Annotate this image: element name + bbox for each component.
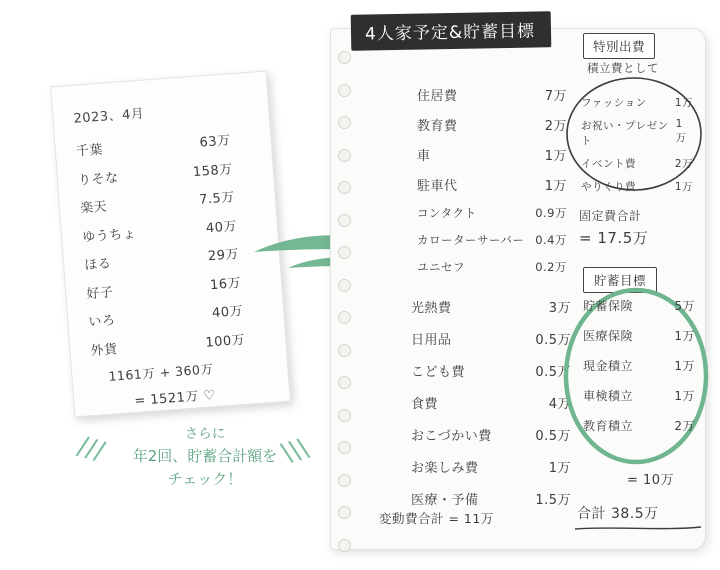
ring-hole: [338, 409, 351, 422]
list-item: [583, 327, 695, 344]
cost-label: 貯蓄保険: [583, 299, 634, 313]
cost-value: 1万: [674, 359, 695, 373]
cost-label: ユニセフ: [417, 260, 465, 274]
cost-value: 7万: [544, 89, 567, 104]
account-amount: 29万: [207, 247, 240, 265]
cost-value: 1万: [544, 179, 567, 194]
decoration-slash-right: \\\: [278, 432, 312, 470]
account-amount: 16万: [209, 275, 242, 293]
account-name: いろ: [87, 313, 117, 331]
cost-label: カローターサーバー: [417, 233, 525, 247]
notebook-rings: [338, 51, 354, 521]
list-item: [583, 417, 695, 434]
memo-date: 2023、4月: [73, 106, 145, 127]
list-item: [417, 259, 567, 275]
caption-line-3: チェック！: [167, 470, 243, 489]
ring-hole: [338, 441, 351, 454]
ring-hole: [338, 116, 351, 129]
account-amount: 40万: [205, 218, 238, 236]
ring-hole: [338, 506, 351, 519]
list-item: [88, 298, 268, 330]
special-expense-label: 特別出費: [583, 33, 655, 59]
list-item: [411, 329, 571, 348]
account-name: 千葉: [75, 142, 104, 160]
account-name: 好子: [85, 284, 114, 302]
list-item: [81, 213, 261, 245]
cost-label: 医療保険: [583, 329, 634, 343]
ring-hole: [338, 149, 351, 162]
ring-hole: [338, 474, 351, 487]
list-item: [417, 115, 567, 134]
account-amount: 63万: [199, 133, 232, 151]
cost-value: 0.5万: [535, 429, 571, 444]
ring-hole: [338, 376, 351, 389]
cost-value: 2万: [544, 119, 567, 134]
list-item: [583, 387, 695, 404]
list-item: [417, 205, 567, 221]
cost-value: 0.5万: [535, 365, 571, 380]
cost-value: 5万: [674, 299, 695, 313]
cost-label: ファッション: [581, 97, 647, 109]
cost-value: 1万: [544, 149, 567, 164]
account-name: 外貨: [90, 341, 119, 359]
ring-hole: [338, 51, 351, 64]
ring-hole: [338, 344, 351, 357]
cost-label: 教育積立: [583, 419, 634, 433]
grand-total-underline: [573, 525, 703, 531]
cost-label: 光熱費: [411, 301, 452, 316]
list-item: [581, 95, 693, 110]
caption-block: [110, 424, 300, 491]
list-item: [411, 297, 571, 316]
cost-label: お祝い・プレゼント: [581, 120, 669, 147]
cost-value: 1万: [675, 118, 687, 144]
cost-label: こども費: [411, 365, 466, 380]
variable-total: 変動費合計 = 11万: [379, 511, 494, 526]
list-item: [583, 297, 695, 314]
cost-label: イベント費: [581, 158, 636, 170]
cost-value: 2万: [674, 419, 695, 433]
list-item: [77, 156, 257, 188]
cost-value: 1.5万: [535, 493, 571, 508]
list-item: [417, 175, 567, 194]
account-amount: 40万: [211, 303, 244, 322]
variable-cost-list: [411, 297, 571, 521]
cost-value: 2万: [674, 158, 693, 170]
ring-hole: [338, 279, 351, 292]
fixed-total-value: = 17.5万: [579, 229, 649, 247]
cost-label: 車: [417, 149, 431, 164]
account-amount: 100万: [204, 332, 246, 351]
list-item: [581, 179, 693, 194]
cost-value: 3万: [548, 301, 571, 316]
cost-value: 1万: [674, 181, 693, 193]
cost-label: 食費: [411, 397, 439, 412]
list-item: [90, 327, 270, 359]
budget-notebook: [330, 21, 706, 550]
cost-label: コンタクト: [417, 206, 477, 220]
list-item: [411, 425, 571, 444]
ring-hole: [338, 181, 351, 194]
caption-line-2: 年2回、貯蓄合計額を: [132, 446, 278, 465]
cost-value: 0.2万: [535, 260, 567, 274]
list-item: [581, 156, 693, 171]
account-name: 楽天: [79, 199, 108, 217]
cost-label: 住居費: [417, 89, 458, 104]
saving-goal-label: 貯蓄目標: [583, 267, 657, 293]
list-item: [411, 489, 571, 508]
cost-label: 日用品: [411, 333, 452, 348]
account-amount: 7.5万: [198, 190, 236, 208]
list-item: [79, 184, 259, 216]
cost-value: 1万: [674, 329, 695, 343]
list-item: [583, 357, 695, 374]
special-expense-list: [581, 95, 693, 202]
list-item: [411, 457, 571, 476]
cost-label: お楽しみ費: [411, 461, 479, 476]
memo-rows: [75, 128, 270, 359]
special-expense-note: 積立費として: [587, 61, 659, 75]
grand-total: 合計 38.5万: [577, 506, 659, 522]
account-name: ゆうちょ: [81, 226, 137, 245]
list-item: [417, 145, 567, 164]
fixed-cost-list: [417, 85, 567, 286]
cost-value: 1万: [674, 389, 695, 403]
cost-label: 医療・予備: [411, 493, 479, 508]
list-item: [411, 393, 571, 412]
account-amount: 158万: [192, 161, 234, 180]
cost-label: やりくり費: [581, 181, 636, 193]
ring-hole: [338, 214, 351, 227]
cost-label: おこづかい費: [411, 429, 492, 444]
list-item: [417, 232, 567, 248]
saving-goal-list: [583, 297, 695, 447]
cost-label: 駐車代: [417, 179, 458, 194]
fixed-total-label: 固定費合計: [579, 209, 642, 223]
cost-value: 4万: [548, 397, 571, 412]
list-item: [86, 270, 266, 302]
ring-hole: [338, 246, 351, 259]
decoration-slash-left: ///: [74, 430, 108, 468]
cost-value: 1万: [548, 461, 571, 476]
memo-total: = 1521万 ♡: [133, 388, 217, 410]
list-item: [581, 118, 693, 148]
cost-value: 0.9万: [535, 206, 567, 220]
ring-hole: [338, 539, 351, 552]
list-item: [411, 361, 571, 380]
account-name: ほる: [83, 256, 112, 274]
saving-total: = 10万: [627, 473, 675, 488]
list-item: [417, 85, 567, 104]
ring-hole: [338, 311, 351, 324]
cost-value: 0.4万: [535, 233, 567, 247]
cost-label: 車検積立: [583, 389, 634, 403]
cost-value: 1万: [674, 97, 693, 109]
cost-label: 教育費: [417, 119, 458, 134]
list-item: [84, 241, 264, 273]
ring-hole: [338, 84, 351, 97]
list-item: [75, 128, 255, 160]
cost-value: 0.5万: [535, 333, 571, 348]
cost-label: 現金積立: [583, 359, 634, 373]
account-name: りそな: [77, 170, 120, 189]
caption-line-1: さらに: [184, 426, 226, 442]
memo-subtotal: 1161万 + 360万: [107, 361, 214, 384]
page-title: 4人家予定&貯蓄目標: [351, 11, 552, 50]
